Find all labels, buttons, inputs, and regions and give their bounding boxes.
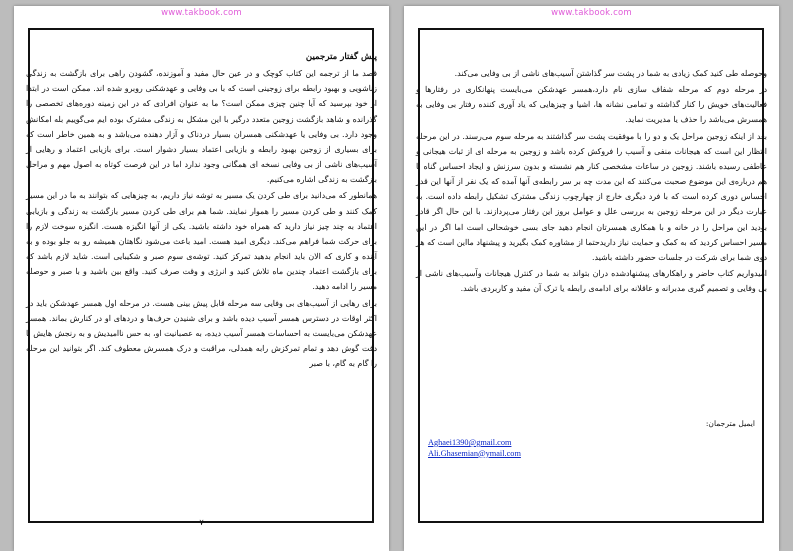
signature-label: ایمیل مترجمان:	[705, 419, 755, 428]
paragraph: همانطور که می‌دانید برای طی کردن یک مسیر به توشه نیاز داریم، به چیزهایی که بتوانند به ما در این مسیر کمک کنند و طی کردن مسیر را هموار نمایند. شما هم برای طی کردن مسیر بازگشت به زندگی و بازیابی اعتماد به چند چیز نیاز دارید که همراه خود داشته باشید. یکی از آنها انگیزه هست. انگیزه سوخت لازم را برای حرکت شما فراهم می‌کند. دیگری امید هست. امید باعث می‌شود نگاهتان همیشه رو به جلو بوده و به آینده و کاری که الان باید انجام بدهید تمرکز کنید. توشه‌ی سوم صبر و شکیبایی است. شاید لازم باشد که برای بازگشت اعتماد چندین ماه تلاش کنید و انرژی و وقت صرف کنید. واقع بین باشید و با صبر و حوصله مسیر را ادامه دهید.	[26, 191, 377, 292]
page-number: ۷	[199, 518, 204, 527]
watermark: www.takbook.com	[161, 8, 242, 18]
paragraph: امیدواریم کتاب حاضر و راهکارهای پیشنهادشده دران بتواند به شما در کنترل هیجانات وآسیب‌های ناشی از بی وفایی و تصمیم گیری مدبرانه و عاقلانه برای ادامه‌ی رابطه یا ترک آن مفید و کاربردی باشد.	[416, 269, 767, 294]
left-page-text	[26, 50, 377, 372]
email-link[interactable]: Ali.Ghasemian@ymail.com	[428, 448, 521, 458]
page-title: پیش گفتار مترجمین	[305, 52, 377, 62]
paragraph: قصد ما از ترجمه این کتاب کوچک و در عین حال مفید و آموزنده، گشودن راهی برای بازگشت به زندگی زناشویی و بهبود رابطه برای زوجینی است که با بی وفایی و عهدشکنی روبرو شده اند. ممکن است در ابتدا از خود بپرسید که آیا چنین چیزی ممکن است؟ ما به عنوان افرادی که در این زمینه دوره‌های تخصصی را گذرانده و شاهد بازگشت زوجین متعدد درگیر با این مشکل به زندگی مشترک بوده ایم می‌گوییم بله امکانش وجود دارد. بی وفایی یا عهدشکنی همسران بسیار دردناک و آزار دهنده می‌باشد و به همین خاطر است که برای بسیاری از زوجین بهبود رابطه و بازیابی اعتماد بسیار دشوار است. برای بازیابی اعتماد و رهایی از آسیب‌های ناشی از بی وفایی نسخه ای همگانی وجود ندارد اما در این فرصت کوتاه به اصول مهم و مراحل بازگشت به زندگی اشاره می‌کنیم.	[26, 69, 377, 185]
right-page	[404, 6, 779, 551]
right-page-text	[416, 66, 767, 297]
email-list	[428, 438, 521, 459]
paragraph: در مرحله دوم که مرحله شفاف سازی نام دارد،همسر عهدشکن می‌بایست پنهانکاری در رفتارها و فعالیت‌های خویش را کنار گذاشته و تمامی نشانه ها، اشیا و چیزهایی که یاد آوری کننده رفتار بی وفایی به همسرش می‌باشد را حذف یا مدیریت نماید.	[416, 85, 767, 125]
left-page	[14, 6, 389, 551]
paragraph: بعد از اینکه زوجین مراحل یک و دو را با موفقیت پشت سر گذاشتند به مرحله سوم می‌رسند. در این مرحله انتظار این است که هیجانات منفی و آسیب را فروکش کرده باشد و زوجین به مرحله ای از ثبات هیجانی و عاطفی رسیده باشند. زوجین در ساعات مشخصی کنار هم نشسته و بدون سرزنش و ایجاد احساس گناه با هم درباره‌ی این موضوع صحبت می‌کنند که این مدت چه بر سر رابطه‌ی آنها آمده که یک نفر از آنها این قدر احساس دوری کرده است که با فرد دیگری خارج از چهارچوب زندگی مشترک تشکیل رابطه داده است. به عبارت دیگر در این مرحله زوجین به بررسی علل و عوامل بروز این رفتار می‌پردازند. با این حال اگر قادر بودید این مراحل را در خانه و با همکاری همسرتان انجام دهید جای بسی خوشحالی است اما اگر در این مسیر احساس کردید که به کمک و حمایت نیاز داریدحتما از مشاوره کمک بگیرید و پیشنهاد مااین است که هر دوی شما برای شرکت در جلسات حضور داشته باشید.	[416, 131, 767, 262]
paragraph: برای رهایی از آسیب‌های بی وفایی سه مرحله قابل پیش بینی هست. در مرحله اول همسر عهدشکن باید در اکثر اوقات در دسترس همسر آسیب دیده باشد و برای شنیدن حرف‌ها و دردهای او در کنارش بماند. همسر عهدشکن می‌بایست به احساسات همسر آسیب دیده، به عصبانیت او، به حس ناامیدیش و به رنجش هایش با دقت گوش دهد و تمام تمرکزش رابه همدلی، مراقبت و درک همسرش معطوف کند. اگر بتوانید این مرحله را گام به گام، با صبر	[26, 298, 377, 369]
watermark: www.takbook.com	[551, 8, 632, 18]
paragraph: وحوصله طی کنید کمک زیادی به شما در پشت سر گذاشتن آسیب‌های ناشی از بی وفایی می‌کند.	[454, 69, 767, 78]
email-link[interactable]: Aghaei1390@gmail.com	[428, 438, 512, 447]
